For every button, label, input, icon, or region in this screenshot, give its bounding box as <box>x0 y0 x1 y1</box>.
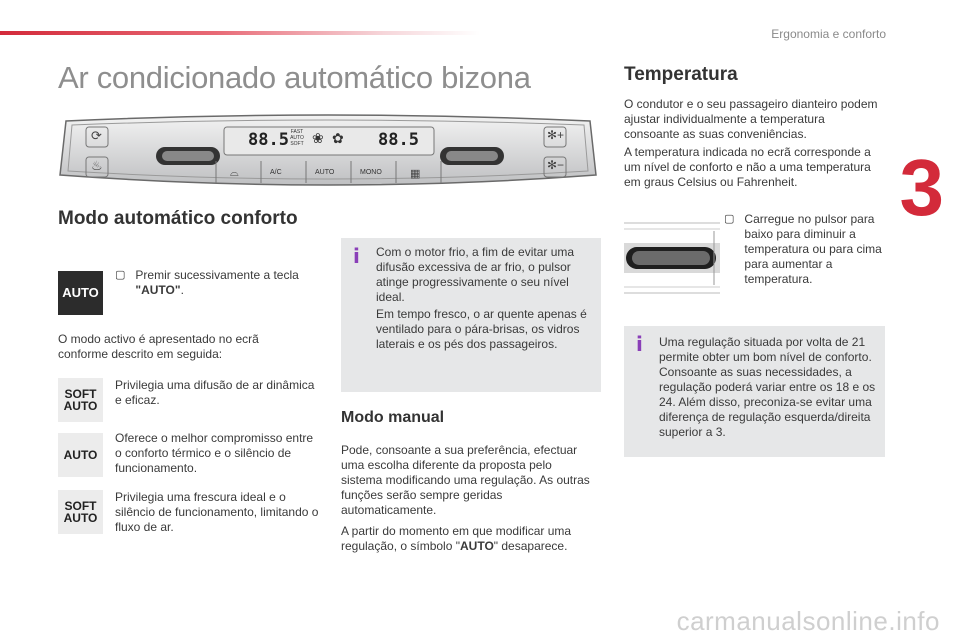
mode-badge-fast: SOFT AUTO <box>58 490 103 534</box>
cold-info-text-1: Com o motor frio, a fim de evitar uma difusão excessiva de ar frio, o pulsor atinge progressivamente o seu nível ideal. <box>376 245 575 304</box>
info-icon: i <box>636 332 643 356</box>
cold-engine-info-panel <box>341 238 601 392</box>
seat-airflow-left-icon[interactable]: ♨ <box>91 158 103 173</box>
manual-mode-heading: Modo manual <box>341 409 445 426</box>
display-right-temp: 88.5 <box>378 130 419 150</box>
square-bullet-icon: ▢ <box>115 269 126 281</box>
fan-icon: ❀ <box>312 130 324 146</box>
temperature-wheel-illustration <box>624 221 720 297</box>
display-mode-indicator: FAST AUTO SOFT <box>290 129 304 147</box>
manual-text-2: A partir do momento em que modificar uma regulação, o símbolo "AUTO" desaparece. <box>341 524 572 553</box>
climate-panel-svg <box>56 113 600 193</box>
temperature-heading: Temperatura <box>624 64 738 85</box>
ac-button[interactable]: A/C <box>270 169 282 176</box>
square-bullet-icon: ▢ <box>724 213 735 225</box>
fan-decrease-icon[interactable]: ✻− <box>547 158 565 172</box>
mode-description-fast: Privilegia uma frescura ideal e o silêncio de funcionamento, limitando o fluxo de ar. <box>115 490 319 534</box>
recirculation-icon[interactable]: ⟳ <box>91 128 102 143</box>
temperature-instruction: ▢ Carregue no pulsor para baixo para diminuir a temperatura ou para cima para aumentar a temperatura. <box>724 212 882 286</box>
fan-increase-icon[interactable]: ✻+ <box>547 128 565 142</box>
auto-mode-heading: Modo automático conforto <box>58 208 298 229</box>
front-demist-icon[interactable]: ⌓ <box>230 167 239 179</box>
rear-demist-icon[interactable]: ▦ <box>410 168 421 180</box>
temperature-info-text: Uma regulação situada por volta de 21 permite obter um bom nível de conforto. Consoante as suas necessidades, a regulação poderá variar entre os 18 e os 24. Além disso, preconiza-se evitar uma diferença de regulação esquerda/direita superior a 3. <box>659 335 876 439</box>
cold-info-text-2: Em tempo fresco, o ar quente apenas é ventilado para o pára-brisas, os vidros laterais e os pés dos passageiros. <box>376 307 587 351</box>
info-icon: i <box>353 244 360 268</box>
auto-display-intro: O modo activo é apresentado no ecrã conforme descrito em seguida: <box>58 332 259 361</box>
climate-control-panel <box>56 113 600 193</box>
watermark: carmanualsonline.info <box>676 606 940 636</box>
temp-wheel-svg <box>624 221 720 297</box>
section-header: Ergonomia e conforto <box>771 27 886 41</box>
mode-description-normal: Oferece o melhor compromisso entre o conforto térmico e o silêncio de funcionamento. <box>115 431 314 475</box>
auto-button[interactable]: AUTO <box>315 169 335 176</box>
page-title: Ar condicionado automático bizona <box>58 60 531 95</box>
mode-badge-normal: AUTO <box>58 433 103 477</box>
temperature-text-2: A temperatura indicada no ecrã corresponde a um nível de conforto e não a uma temperatura em graus Celsius ou Fahrenheit. <box>624 145 871 189</box>
temperature-text-1: O condutor e o seu passageiro dianteiro podem ajustar individualmente a temperatura consoante as suas conveniências. <box>624 97 878 141</box>
auto-key-badge: AUTO <box>58 271 103 315</box>
mode-description-soft: Privilegia uma difusão de ar dinâmica e eficaz. <box>115 378 315 407</box>
chapter-number: 3 <box>899 143 944 232</box>
mode-badge-soft: SOFT AUTO <box>58 378 103 422</box>
manual-text-1: Pode, consoante a sua preferência, efectuar uma escolha diferente da proposta pelo sistema modificando uma regulação. As outras funções serão sempre geridas automaticamente. <box>341 443 590 517</box>
auto-instruction: ▢ Premir sucessivamente a tecla "AUTO". <box>115 268 299 297</box>
mono-button[interactable]: MONO <box>360 169 382 176</box>
temperature-info-panel <box>624 326 885 457</box>
display-left-temp: 88.5 <box>248 130 289 150</box>
header-accent-bar <box>0 31 480 35</box>
air-distribution-icon: ✿ <box>332 130 344 146</box>
